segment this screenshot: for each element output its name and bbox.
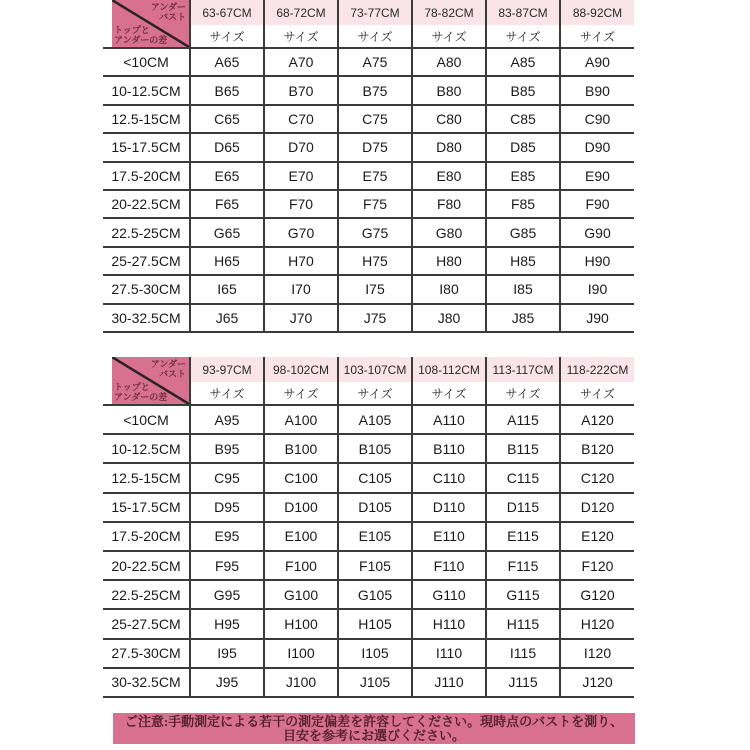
row-label: 25-27.5CM	[103, 247, 190, 275]
diff-label-line1: トップと	[114, 25, 150, 35]
size-cell: A120	[560, 405, 634, 434]
size-cell: G120	[560, 580, 634, 609]
header-row	[103, 357, 634, 382]
size-cell: E100	[264, 522, 338, 551]
size-cell: H100	[264, 609, 338, 638]
size-label: サイズ	[486, 25, 560, 48]
row-label: 17.5-20CM	[103, 162, 190, 190]
size-cell: E65	[190, 162, 264, 190]
size-cell: G90	[560, 218, 634, 246]
size-cell: J75	[338, 304, 412, 332]
size-cell: D110	[412, 493, 486, 522]
size-cell: C65	[190, 105, 264, 133]
corner-diff-label	[114, 382, 167, 402]
size-cell: B120	[560, 434, 634, 463]
size-cell: D90	[560, 133, 634, 161]
table-row	[103, 76, 634, 104]
size-cell: F100	[264, 551, 338, 580]
size-cell: H115	[486, 609, 560, 638]
size-cell: A75	[338, 48, 412, 76]
column-header: 83-87CM	[486, 0, 560, 25]
table-row	[103, 551, 634, 580]
size-cell: I90	[560, 275, 634, 303]
column-header: 63-67CM	[190, 0, 264, 25]
table-row	[103, 48, 634, 76]
size-cell: C105	[338, 463, 412, 492]
size-cell: G115	[486, 580, 560, 609]
diff-label-line2: アンダーの差	[114, 35, 168, 45]
row-label: 20-22.5CM	[103, 190, 190, 218]
size-cell: H105	[338, 609, 412, 638]
size-cell: J85	[486, 304, 560, 332]
size-cell: H110	[412, 609, 486, 638]
size-cell: H65	[190, 247, 264, 275]
size-cell: E95	[190, 522, 264, 551]
corner-underbust-label	[151, 2, 186, 22]
size-cell: A115	[486, 405, 560, 434]
row-label: 20-22.5CM	[103, 551, 190, 580]
table-row	[103, 105, 634, 133]
size-cell: G110	[412, 580, 486, 609]
table-row	[103, 304, 634, 332]
size-cell: E80	[412, 162, 486, 190]
size-cell: J100	[264, 668, 338, 697]
size-label: サイズ	[412, 25, 486, 48]
notice-line2: 目安を参考にお選びください。	[282, 728, 465, 743]
size-cell: G80	[412, 218, 486, 246]
table-row	[103, 162, 634, 190]
table-row	[103, 609, 634, 638]
size-cell: E70	[264, 162, 338, 190]
size-cell: C100	[264, 463, 338, 492]
size-cell: I85	[486, 275, 560, 303]
size-cell: I110	[412, 639, 486, 668]
size-cell: I65	[190, 275, 264, 303]
size-cell: F95	[190, 551, 264, 580]
size-cell: F90	[560, 190, 634, 218]
row-label: 12.5-15CM	[103, 105, 190, 133]
table-row	[103, 580, 634, 609]
table-row	[103, 275, 634, 303]
size-cell: F65	[190, 190, 264, 218]
corner-diff-label	[114, 25, 167, 45]
row-label: <10CM	[103, 48, 190, 76]
size-cell: J95	[190, 668, 264, 697]
size-cell: H95	[190, 609, 264, 638]
corner-cell	[103, 357, 190, 405]
size-cell: C120	[560, 463, 634, 492]
row-label: 27.5-30CM	[103, 639, 190, 668]
column-header: 93-97CM	[190, 357, 264, 382]
bra-size-table-top	[103, 0, 634, 333]
notice-line1: ご注意:手動測定による若干の測定偏差を許容してください。現時点のバストを測り、	[124, 714, 624, 729]
size-cell: F120	[560, 551, 634, 580]
size-cell: J110	[412, 668, 486, 697]
table-row	[103, 218, 634, 246]
size-cell: A105	[338, 405, 412, 434]
size-cell: G85	[486, 218, 560, 246]
table-row	[103, 434, 634, 463]
size-cell: D120	[560, 493, 634, 522]
size-cell: D65	[190, 133, 264, 161]
table-row	[103, 668, 634, 697]
header-row	[103, 0, 634, 25]
size-cell: J115	[486, 668, 560, 697]
size-cell: J65	[190, 304, 264, 332]
size-label: サイズ	[486, 382, 560, 405]
size-cell: C70	[264, 105, 338, 133]
diff-label-line2: アンダーの差	[114, 392, 168, 402]
size-cell: H120	[560, 609, 634, 638]
size-label: サイズ	[190, 25, 264, 48]
size-cell: I70	[264, 275, 338, 303]
size-cell: H85	[486, 247, 560, 275]
column-header: 78-82CM	[412, 0, 486, 25]
size-cell: A80	[412, 48, 486, 76]
notice-bar	[113, 713, 635, 744]
size-cell: B70	[264, 76, 338, 104]
column-header: 68-72CM	[264, 0, 338, 25]
table-row	[103, 405, 634, 434]
size-cell: A70	[264, 48, 338, 76]
size-cell: B95	[190, 434, 264, 463]
size-cell: G95	[190, 580, 264, 609]
size-cell: J120	[560, 668, 634, 697]
column-header: 98-102CM	[264, 357, 338, 382]
size-cell: C90	[560, 105, 634, 133]
row-label: 15-17.5CM	[103, 493, 190, 522]
size-cell: D105	[338, 493, 412, 522]
size-cell: D100	[264, 493, 338, 522]
table-row	[103, 522, 634, 551]
size-cell: B80	[412, 76, 486, 104]
size-cell: D70	[264, 133, 338, 161]
bra-size-table-bottom	[103, 357, 634, 698]
corner-cell	[103, 0, 190, 48]
size-cell: I100	[264, 639, 338, 668]
row-label: 10-12.5CM	[103, 434, 190, 463]
size-cell: B100	[264, 434, 338, 463]
size-cell: C95	[190, 463, 264, 492]
size-cell: E105	[338, 522, 412, 551]
row-label: 10-12.5CM	[103, 76, 190, 104]
corner-diagonal-box	[112, 0, 189, 47]
size-cell: B115	[486, 434, 560, 463]
size-cell: J80	[412, 304, 486, 332]
column-header: 118-222CM	[560, 357, 634, 382]
size-cell: C85	[486, 105, 560, 133]
row-label: 12.5-15CM	[103, 463, 190, 492]
size-cell: F75	[338, 190, 412, 218]
size-cell: F85	[486, 190, 560, 218]
size-cell: D85	[486, 133, 560, 161]
row-label: 30-32.5CM	[103, 668, 190, 697]
size-cell: F110	[412, 551, 486, 580]
underbust-label-line2: バスト	[158, 12, 186, 22]
diff-label-line1: トップと	[114, 382, 150, 392]
column-header: 88-92CM	[560, 0, 634, 25]
corner-underbust-label	[151, 359, 186, 379]
underbust-label-line1: アンダー	[150, 2, 186, 12]
table-row	[103, 463, 634, 492]
table-row	[103, 190, 634, 218]
size-cell: D115	[486, 493, 560, 522]
size-cell: D75	[338, 133, 412, 161]
size-cell: A110	[412, 405, 486, 434]
table-row	[103, 493, 634, 522]
column-header: 103-107CM	[338, 357, 412, 382]
size-cell: D80	[412, 133, 486, 161]
size-cell: C75	[338, 105, 412, 133]
size-cell: B90	[560, 76, 634, 104]
row-label: 22.5-25CM	[103, 218, 190, 246]
size-cell: C80	[412, 105, 486, 133]
size-cell: B65	[190, 76, 264, 104]
underbust-label-line1: アンダー	[150, 359, 186, 369]
row-label: 17.5-20CM	[103, 522, 190, 551]
column-header: 113-117CM	[486, 357, 560, 382]
size-cell: I80	[412, 275, 486, 303]
size-cell: C110	[412, 463, 486, 492]
size-cell: C115	[486, 463, 560, 492]
size-cell: H90	[560, 247, 634, 275]
underbust-label-line2: バスト	[158, 369, 186, 379]
size-cell: B75	[338, 76, 412, 104]
size-cell: G75	[338, 218, 412, 246]
row-label: <10CM	[103, 405, 190, 434]
size-label: サイズ	[190, 382, 264, 405]
size-cell: G65	[190, 218, 264, 246]
size-cell: F105	[338, 551, 412, 580]
size-cell: I105	[338, 639, 412, 668]
row-label: 15-17.5CM	[103, 133, 190, 161]
size-cell: E75	[338, 162, 412, 190]
table-row	[103, 133, 634, 161]
size-cell: A65	[190, 48, 264, 76]
size-cell: E85	[486, 162, 560, 190]
size-cell: H70	[264, 247, 338, 275]
size-cell: H80	[412, 247, 486, 275]
size-cell: G100	[264, 580, 338, 609]
size-cell: E115	[486, 522, 560, 551]
size-cell: I115	[486, 639, 560, 668]
size-label: サイズ	[412, 382, 486, 405]
column-header: 73-77CM	[338, 0, 412, 25]
table-row	[103, 639, 634, 668]
size-cell: A90	[560, 48, 634, 76]
size-cell: B105	[338, 434, 412, 463]
size-label: サイズ	[264, 382, 338, 405]
row-label: 30-32.5CM	[103, 304, 190, 332]
size-label: サイズ	[560, 25, 634, 48]
corner-diagonal-box	[112, 357, 189, 404]
size-cell: B110	[412, 434, 486, 463]
size-label: サイズ	[338, 382, 412, 405]
size-cell: F70	[264, 190, 338, 218]
size-cell: B85	[486, 76, 560, 104]
size-cell: E120	[560, 522, 634, 551]
size-cell: F115	[486, 551, 560, 580]
column-header: 108-112CM	[412, 357, 486, 382]
size-cell: G70	[264, 218, 338, 246]
size-cell: F80	[412, 190, 486, 218]
size-cell: I75	[338, 275, 412, 303]
size-cell: A100	[264, 405, 338, 434]
size-cell: E110	[412, 522, 486, 551]
row-label: 22.5-25CM	[103, 580, 190, 609]
size-label: サイズ	[560, 382, 634, 405]
size-cell: G105	[338, 580, 412, 609]
size-cell: I120	[560, 639, 634, 668]
size-cell: J70	[264, 304, 338, 332]
row-label: 27.5-30CM	[103, 275, 190, 303]
size-cell: D95	[190, 493, 264, 522]
size-cell: E90	[560, 162, 634, 190]
size-cell: H75	[338, 247, 412, 275]
size-cell: I95	[190, 639, 264, 668]
size-label: サイズ	[264, 25, 338, 48]
table-row	[103, 247, 634, 275]
size-cell: A95	[190, 405, 264, 434]
size-cell: J105	[338, 668, 412, 697]
size-cell: A85	[486, 48, 560, 76]
size-label: サイズ	[338, 25, 412, 48]
row-label: 25-27.5CM	[103, 609, 190, 638]
size-cell: J90	[560, 304, 634, 332]
